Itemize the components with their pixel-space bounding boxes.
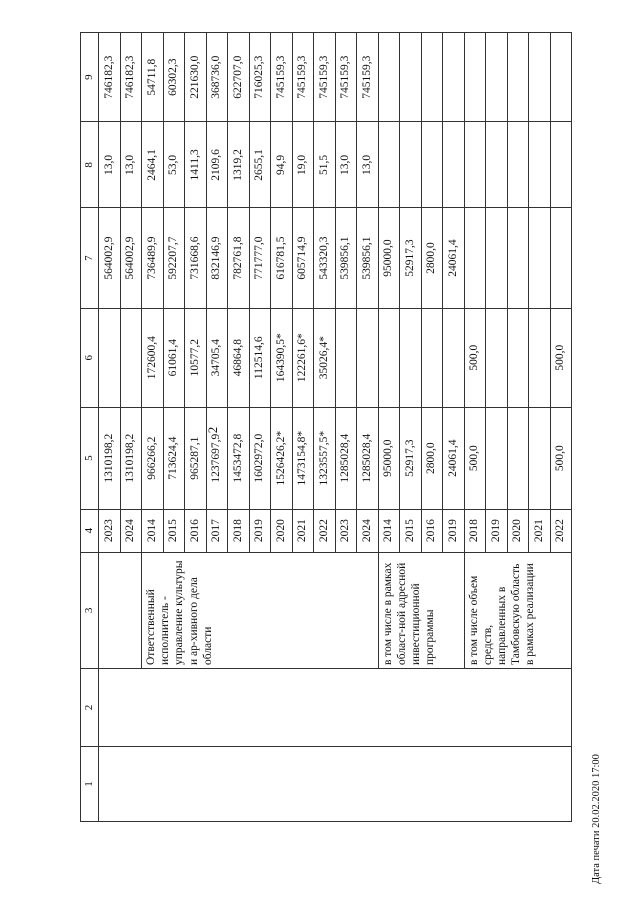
value-cell-c8: 53,0: [163, 122, 185, 208]
column-header: 9: [81, 33, 99, 122]
value-cell-c6: 172600,4: [142, 308, 164, 407]
year-cell: 2019: [249, 509, 271, 552]
value-cell-c9: [421, 33, 443, 122]
value-cell-c8: [464, 122, 486, 208]
value-cell-c8: 13,0: [335, 122, 357, 208]
value-cell-c9: 745159,3: [271, 33, 293, 122]
value-cell-c8: [421, 122, 443, 208]
value-cell-c7: 592207,7: [163, 208, 185, 308]
value-cell-c6: [99, 308, 121, 407]
value-cell-c7: 771777,0: [249, 208, 271, 308]
value-cell-c6: [507, 308, 529, 407]
value-cell-c5: 965287,1: [185, 407, 207, 509]
value-cell-c7: 832146,9: [206, 208, 228, 308]
value-cell-c5: 1323557,5*: [314, 407, 336, 509]
column-2-cell: [99, 669, 572, 747]
value-cell-c6: [378, 308, 400, 407]
page-number: 2: [205, 426, 220, 434]
year-cell: 2015: [163, 509, 185, 552]
value-cell-c9: [464, 33, 486, 122]
value-cell-c7: 2800,0: [421, 208, 443, 308]
value-cell-c8: [507, 122, 529, 208]
column-header: 1: [81, 747, 99, 822]
value-cell-c7: 616781,5: [271, 208, 293, 308]
year-cell: 2021: [529, 509, 551, 552]
value-cell-c6: [400, 308, 422, 407]
year-cell: 2018: [228, 509, 250, 552]
value-cell-c7: 52917,3: [400, 208, 422, 308]
value-cell-c6: 46864,8: [228, 308, 250, 407]
value-cell-c5: 52917,3: [400, 407, 422, 509]
year-cell: 2016: [421, 509, 443, 552]
value-cell-c5: 1285028,4: [357, 407, 379, 509]
column-header: 6: [81, 308, 99, 407]
year-cell: 2020: [507, 509, 529, 552]
value-cell-c5: 1285028,4: [335, 407, 357, 509]
value-cell-c8: [378, 122, 400, 208]
value-cell-c9: [507, 33, 529, 122]
value-cell-c5: [486, 407, 508, 509]
value-cell-c8: 1319,2: [228, 122, 250, 208]
value-cell-c9: 716025,3: [249, 33, 271, 122]
value-cell-c7: 736489,9: [142, 208, 164, 308]
print-date-footer: Дата печати 20.02.2020 17:00: [591, 754, 602, 884]
group-label: Ответственный исполнитель - управление культуры и ар-хивного дела области: [142, 552, 379, 668]
value-cell-c9: [443, 33, 465, 122]
value-cell-c6: [335, 308, 357, 407]
group-label: в том числе в рамках област-ной адресной инвестиционной программы: [378, 552, 464, 668]
table-row: [99, 33, 121, 822]
value-cell-c6: 500,0: [464, 308, 486, 407]
value-cell-c5: 1310198,2: [120, 407, 142, 509]
value-cell-c7: 731668,6: [185, 208, 207, 308]
value-cell-c9: 745159,3: [335, 33, 357, 122]
value-cell-c5: 1237697,9: [206, 407, 228, 509]
value-cell-c5: 2800,0: [421, 407, 443, 509]
year-cell: 2024: [357, 509, 379, 552]
year-cell: 2023: [335, 509, 357, 552]
value-cell-c7: 543320,3: [314, 208, 336, 308]
value-cell-c8: 94,9: [271, 122, 293, 208]
value-cell-c9: 368736,0: [206, 33, 228, 122]
value-cell-c6: 112514,6: [249, 308, 271, 407]
value-cell-c7: [464, 208, 486, 308]
value-cell-c7: [486, 208, 508, 308]
value-cell-c7: 539856,1: [335, 208, 357, 308]
value-cell-c8: [550, 122, 572, 208]
value-cell-c8: 19,0: [292, 122, 314, 208]
value-cell-c9: [486, 33, 508, 122]
value-cell-c7: 564002,9: [120, 208, 142, 308]
value-cell-c8: 1411,3: [185, 122, 207, 208]
value-cell-c8: 51,5: [314, 122, 336, 208]
value-cell-c9: 54711,8: [142, 33, 164, 122]
year-cell: 2016: [185, 509, 207, 552]
value-cell-c7: [550, 208, 572, 308]
value-cell-c7: 564002,9: [99, 208, 121, 308]
year-cell: 2022: [550, 509, 572, 552]
year-cell: 2024: [120, 509, 142, 552]
value-cell-c6: 164390,5*: [271, 308, 293, 407]
year-cell: 2014: [378, 509, 400, 552]
value-cell-c8: 2109,6: [206, 122, 228, 208]
value-cell-c9: [550, 33, 572, 122]
year-cell: 2018: [464, 509, 486, 552]
value-cell-c5: 1310198,2: [99, 407, 121, 509]
value-cell-c7: 539856,1: [357, 208, 379, 308]
column-header: 5: [81, 407, 99, 509]
value-cell-c8: [443, 122, 465, 208]
value-cell-c8: 2464,1: [142, 122, 164, 208]
year-cell: 2022: [314, 509, 336, 552]
value-cell-c5: 500,0: [550, 407, 572, 509]
column-header: 4: [81, 509, 99, 552]
value-cell-c6: 61061,4: [163, 308, 185, 407]
year-cell: 2017: [206, 509, 228, 552]
value-cell-c6: [529, 308, 551, 407]
value-cell-c6: 35026,4*: [314, 308, 336, 407]
value-cell-c7: 782761,8: [228, 208, 250, 308]
value-cell-c9: [378, 33, 400, 122]
value-cell-c5: 713624,4: [163, 407, 185, 509]
value-cell-c6: 10577,2: [185, 308, 207, 407]
value-cell-c9: 746182,3: [120, 33, 142, 122]
value-cell-c5: 24061,4: [443, 407, 465, 509]
value-cell-c7: [507, 208, 529, 308]
value-cell-c8: 13,0: [99, 122, 121, 208]
column-header: 3: [81, 552, 99, 668]
value-cell-c9: 622707,0: [228, 33, 250, 122]
value-cell-c5: 95000,0: [378, 407, 400, 509]
value-cell-c9: 221630,0: [185, 33, 207, 122]
value-cell-c8: [400, 122, 422, 208]
value-cell-c5: 1453472,8: [228, 407, 250, 509]
year-cell: 2015: [400, 509, 422, 552]
value-cell-c6: 500,0: [550, 308, 572, 407]
group-label: [99, 552, 142, 668]
value-cell-c9: [529, 33, 551, 122]
value-cell-c8: 2655,1: [249, 122, 271, 208]
column-header: 2: [81, 669, 99, 747]
column-header: 7: [81, 208, 99, 308]
year-cell: 2023: [99, 509, 121, 552]
year-cell: 2014: [142, 509, 164, 552]
value-cell-c7: 95000,0: [378, 208, 400, 308]
value-cell-c9: 60302,3: [163, 33, 185, 122]
year-cell: 2021: [292, 509, 314, 552]
value-cell-c5: [507, 407, 529, 509]
value-cell-c5: 1602972,0: [249, 407, 271, 509]
value-cell-c7: 24061,4: [443, 208, 465, 308]
value-cell-c8: 13,0: [357, 122, 379, 208]
value-cell-c5: [529, 407, 551, 509]
value-cell-c5: 1526426,2*: [271, 407, 293, 509]
year-cell: 2019: [486, 509, 508, 552]
value-cell-c9: 746182,3: [99, 33, 121, 122]
value-cell-c6: [357, 308, 379, 407]
value-cell-c6: 122261,6*: [292, 308, 314, 407]
value-cell-c6: 34705,4: [206, 308, 228, 407]
column-1-cell: [99, 747, 572, 822]
value-cell-c5: 966266,2: [142, 407, 164, 509]
value-cell-c5: 1473154,8*: [292, 407, 314, 509]
group-label: в том числе объем средств, направленных в Тамбовскую область в рамках реализации: [464, 552, 572, 668]
year-cell: 2020: [271, 509, 293, 552]
value-cell-c9: 745159,3: [292, 33, 314, 122]
value-cell-c8: [486, 122, 508, 208]
value-cell-c6: [120, 308, 142, 407]
value-cell-c8: [529, 122, 551, 208]
value-cell-c9: [400, 33, 422, 122]
column-numbers-row: [81, 33, 99, 822]
value-cell-c7: 605714,9: [292, 208, 314, 308]
value-cell-c6: [443, 308, 465, 407]
budget-table: [80, 32, 572, 822]
value-cell-c5: 500,0: [464, 407, 486, 509]
value-cell-c6: [421, 308, 443, 407]
year-cell: 2019: [443, 509, 465, 552]
value-cell-c9: 745159,3: [357, 33, 379, 122]
rotated-page-content: [80, 32, 640, 822]
value-cell-c6: [486, 308, 508, 407]
budget-table-body: [81, 33, 572, 822]
value-cell-c9: 745159,3: [314, 33, 336, 122]
value-cell-c8: 13,0: [120, 122, 142, 208]
value-cell-c7: [529, 208, 551, 308]
column-header: 8: [81, 122, 99, 208]
